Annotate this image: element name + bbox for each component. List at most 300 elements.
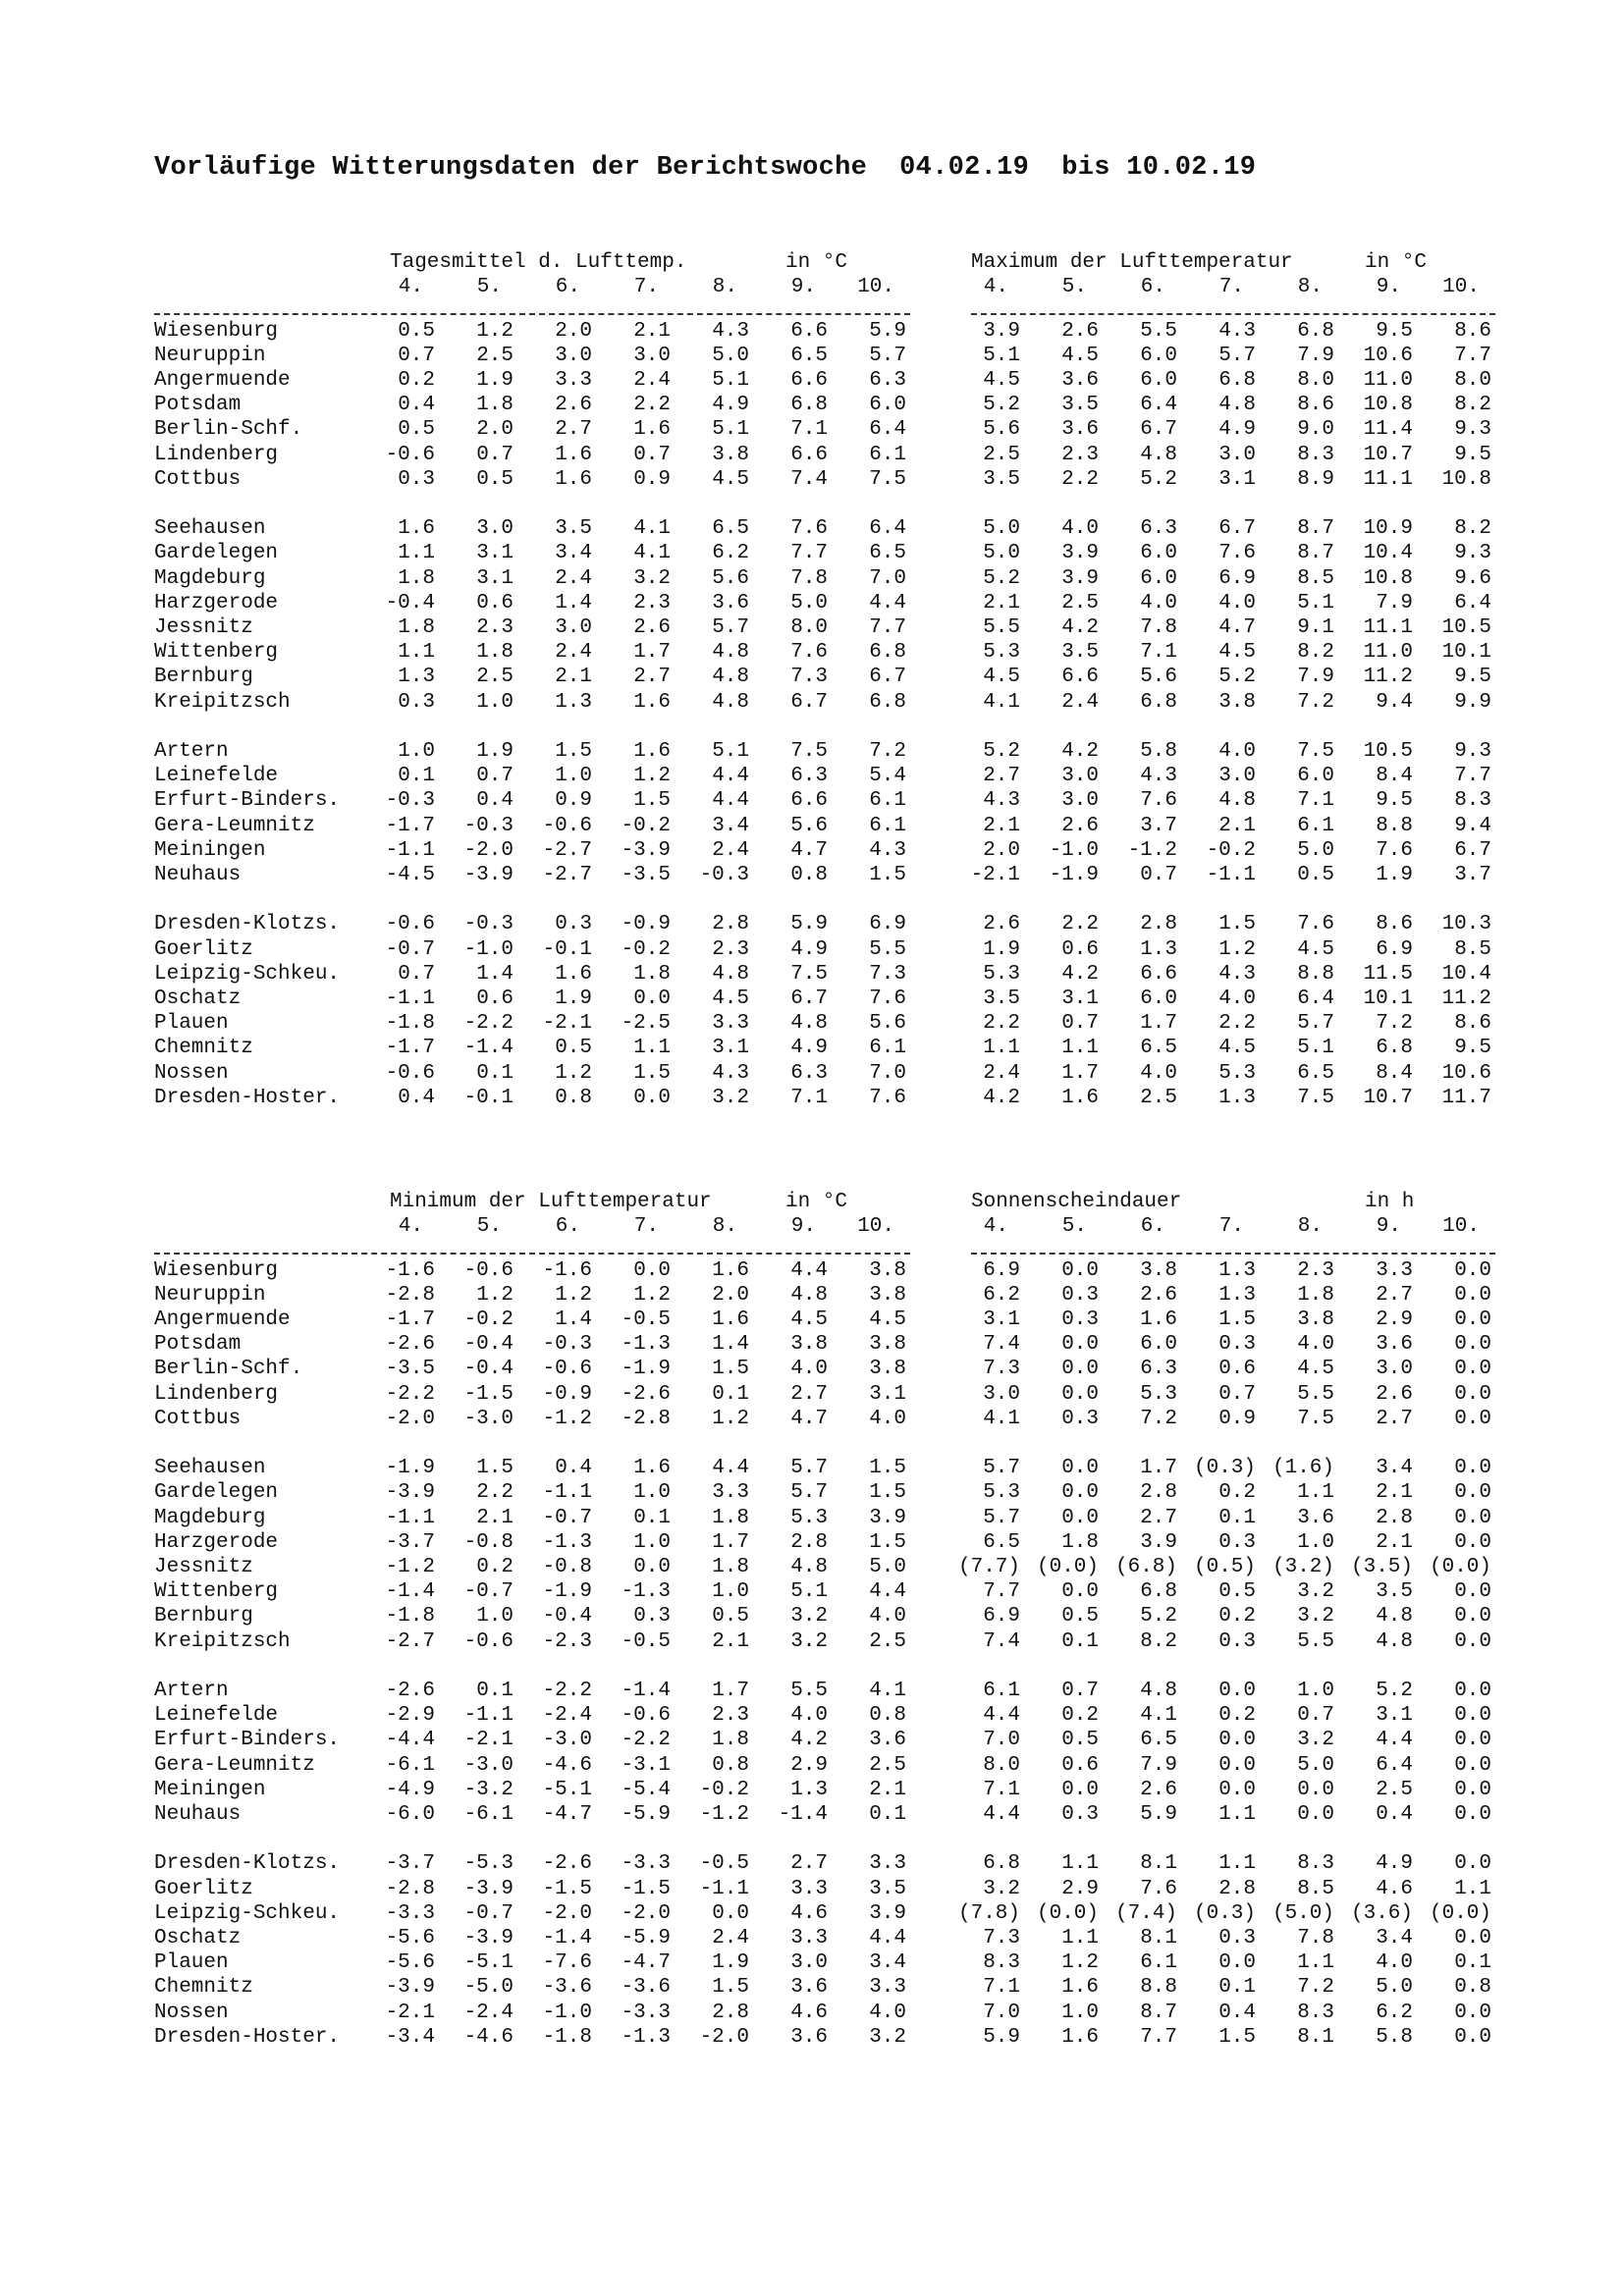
station-name: Goerlitz [154,1877,253,1900]
value-cell: 7.5 [1297,1407,1334,1430]
value-cell: 7.6 [1376,838,1413,862]
value-cell: 0.0 [1454,1927,1491,1949]
value-cell: 6.3 [1140,1358,1177,1381]
value-cell: 2.6 [1140,1283,1177,1307]
station-name: Gardelegen [154,1481,279,1505]
value-cell: -1.1 [385,1506,435,1529]
value-cell: 5.7 [869,344,906,367]
value-cell: 0.3 [1061,1283,1099,1307]
value-cell: 7.4 [983,1629,1020,1653]
value-cell: 5.3 [983,962,1020,986]
value-cell: 3.2 [1297,1580,1334,1604]
value-cell: -1.1 [385,988,435,1010]
value-cell: -1.7 [385,814,435,837]
value-cell: 2.6 [1376,1382,1413,1406]
value-cell: 8.6 [1297,394,1334,417]
value-cell: 4.5 [1218,641,1256,665]
value-cell: 2.6 [1140,1778,1177,1801]
separator-line [154,313,910,315]
station-name: Cottbus [154,467,242,491]
value-cell: 6.8 [1140,1580,1177,1604]
value-cell: 0.4 [398,394,435,417]
value-cell: 7.6 [790,517,828,541]
value-cell: 1.6 [712,1258,749,1282]
value-cell: 4.2 [1061,740,1099,763]
value-cell: 2.1 [1218,814,1256,837]
value-cell: 6.8 [869,690,906,714]
value-cell: 4.8 [712,962,749,986]
value-cell: 5.0 [983,517,1020,541]
value-cell: 3.1 [983,1308,1020,1331]
right-section-unit: in h [1365,1191,1415,1213]
value-cell: -3.7 [385,1530,435,1554]
value-cell: 7.5 [790,740,828,763]
value-cell: (0.0) [1429,1556,1491,1578]
value-cell: 2.4 [712,1927,749,1949]
value-cell: 4.4 [712,789,749,813]
title-date-to: 10.02.19 [1126,153,1257,183]
value-cell: -2.8 [621,1407,671,1430]
value-cell: 3.4 [1376,1457,1413,1480]
value-cell: (7.4) [1114,1901,1177,1925]
value-cell: 3.7 [1140,814,1177,837]
value-cell: -2.2 [385,1382,435,1406]
value-cell: 2.9 [1376,1308,1413,1331]
value-cell: 7.3 [869,962,906,986]
value-cell: 2.4 [555,641,592,665]
value-cell: 3.9 [1061,566,1099,590]
value-cell: 5.5 [1140,319,1177,343]
value-cell: 4.9 [1218,418,1256,442]
station-name: Magdeburg [154,1506,266,1529]
value-cell: 1.1 [1454,1877,1491,1900]
value-cell: -2.6 [385,1333,435,1357]
value-cell: 3.0 [1061,765,1099,788]
value-cell: 1.8 [712,1729,749,1752]
value-cell: 0.1 [633,1506,671,1529]
value-cell: 2.2 [476,1481,514,1505]
value-cell: 8.0 [1297,369,1334,392]
value-cell: 6.4 [1454,591,1491,614]
value-cell: 2.8 [1140,913,1177,936]
value-cell: 0.9 [555,789,592,813]
value-cell: -0.1 [542,937,592,961]
value-cell: -3.4 [385,2025,435,2049]
value-cell: 6.0 [1140,542,1177,565]
value-cell: 1.5 [1218,1308,1256,1331]
value-cell: 1.1 [1061,1852,1099,1876]
value-cell: 2.8 [1140,1481,1177,1505]
value-cell: 0.0 [1454,1283,1491,1307]
value-cell: 1.0 [712,1580,749,1604]
day-header: 7. [633,1215,659,1239]
value-cell: 10.1 [1363,988,1413,1010]
value-cell: 7.8 [1140,616,1177,639]
value-cell: 11.5 [1363,962,1413,986]
value-cell: 4.1 [983,1407,1020,1430]
value-cell: 0.1 [398,765,435,788]
value-cell: 8.1 [1140,1852,1177,1876]
separator-line [154,1253,910,1255]
value-cell: 0.0 [633,1556,671,1578]
value-cell: 5.5 [1297,1382,1334,1406]
day-header: 6. [555,276,580,299]
value-cell: 6.2 [983,1283,1020,1307]
value-cell: 11.0 [1363,641,1413,665]
value-cell: 8.2 [1297,641,1334,665]
title-prefix: Vorläufige Witterungsdaten der Berichtswoche [154,153,868,183]
value-cell: -1.5 [463,1382,514,1406]
value-cell: 4.3 [712,1061,749,1085]
value-cell: 5.3 [983,1481,1020,1505]
value-cell: 8.6 [1454,1012,1491,1036]
value-cell: 5.6 [712,566,749,590]
value-cell: 2.6 [1061,319,1099,343]
value-cell: 0.7 [1061,1680,1099,1702]
value-cell: 4.8 [790,1012,828,1036]
station-name: Dresden-Klotzs. [154,913,341,936]
value-cell: -1.0 [463,937,514,961]
value-cell: 0.8 [790,864,828,886]
value-cell: -1.1 [699,1877,749,1900]
station-name: Goerlitz [154,937,253,961]
value-cell: 0.3 [1218,1530,1256,1554]
value-cell: 1.6 [633,690,671,714]
value-cell: 11.0 [1363,369,1413,392]
value-cell: 0.0 [1218,1729,1256,1752]
value-cell: 3.2 [633,566,671,590]
value-cell: 6.9 [1218,566,1256,590]
value-cell: 2.5 [476,666,514,689]
value-cell: 6.4 [1140,394,1177,417]
value-cell: 3.3 [869,1976,906,2000]
station-name: Dresden-Hoster. [154,2025,341,2049]
value-cell: 9.5 [1454,443,1491,466]
value-cell: 6.3 [790,1061,828,1085]
value-cell: 5.8 [1376,2025,1413,2049]
value-cell: -6.1 [463,1803,514,1826]
value-cell: 5.9 [1140,1803,1177,1826]
value-cell: 2.1 [555,666,592,689]
value-cell: -2.7 [385,1629,435,1653]
value-cell: 8.7 [1140,2001,1177,2024]
station-name: Jessnitz [154,1556,253,1578]
value-cell: -1.3 [621,1333,671,1357]
value-cell: 0.0 [1061,1580,1099,1604]
value-cell: 5.1 [1297,1037,1334,1060]
value-cell: 9.5 [1454,666,1491,689]
value-cell: 5.5 [790,1680,828,1702]
value-cell: 1.8 [633,962,671,986]
value-cell: 6.1 [983,1680,1020,1702]
station-name: Chemnitz [154,1976,253,2000]
value-cell: 1.2 [1061,1951,1099,1975]
value-cell: 7.2 [1297,690,1334,714]
station-name: Dresden-Hoster. [154,1086,341,1109]
station-name: Nossen [154,1061,229,1085]
value-cell: 3.8 [869,1333,906,1357]
value-cell: 2.2 [1218,1012,1256,1036]
value-cell: -1.0 [542,2001,592,2024]
value-cell: 4.8 [1140,1680,1177,1702]
value-cell: 0.8 [555,1086,592,1109]
value-cell: -1.1 [1206,864,1256,886]
value-cell: 1.0 [1061,2001,1099,2024]
value-cell: 0.3 [633,1605,671,1629]
value-cell: 6.0 [1297,765,1334,788]
value-cell: 2.7 [1376,1407,1413,1430]
value-cell: -0.2 [621,937,671,961]
value-cell: 6.6 [1061,666,1099,689]
value-cell: 6.8 [1297,319,1334,343]
value-cell: 0.0 [1454,1704,1491,1728]
value-cell: -3.9 [385,1481,435,1505]
value-cell: 0.5 [555,1037,592,1060]
right-section-title: Maximum der Lufttemperatur [971,251,1293,274]
value-cell: (7.7) [957,1556,1020,1578]
value-cell: 0.2 [398,369,435,392]
value-cell: -0.7 [463,1901,514,1925]
value-cell: 6.5 [1297,1061,1334,1085]
value-cell: 3.3 [555,369,592,392]
value-cell: 7.1 [1140,641,1177,665]
value-cell: -1.8 [385,1012,435,1036]
value-cell: 7.3 [983,1358,1020,1381]
value-cell: 4.8 [712,641,749,665]
station-name: Gera-Leumnitz [154,814,315,837]
value-cell: 2.3 [1061,443,1099,466]
value-cell: 5.2 [1140,467,1177,491]
value-cell: -2.0 [463,838,514,862]
value-cell: 1.5 [869,1481,906,1505]
value-cell: 0.0 [1454,1358,1491,1381]
value-cell: 3.6 [1061,418,1099,442]
value-cell: 6.0 [1140,344,1177,367]
value-cell: 3.9 [1061,542,1099,565]
value-cell: 1.5 [555,740,592,763]
value-cell: 0.2 [1218,1704,1256,1728]
value-cell: 1.1 [1297,1951,1334,1975]
day-header: 7. [1218,276,1244,299]
value-cell: 3.5 [1376,1580,1413,1604]
value-cell: 2.2 [1061,467,1099,491]
value-cell: 6.7 [1140,418,1177,442]
value-cell: 7.7 [869,616,906,639]
value-cell: 0.0 [1454,1605,1491,1629]
value-cell: 4.5 [983,666,1020,689]
value-cell: 0.7 [476,765,514,788]
value-cell: 2.1 [983,591,1020,614]
value-cell: 1.1 [398,542,435,565]
value-cell: -0.2 [1206,838,1256,862]
value-cell: 0.0 [1061,1333,1099,1357]
value-cell: 1.9 [555,988,592,1010]
value-cell: 0.7 [398,344,435,367]
value-cell: 4.7 [790,1407,828,1430]
value-cell: 0.0 [1454,1753,1491,1777]
value-cell: 1.5 [712,1358,749,1381]
value-cell: 5.7 [712,616,749,639]
value-cell: 2.8 [712,2001,749,2024]
value-cell: 8.3 [983,1951,1020,1975]
day-header: 5. [476,1215,502,1239]
value-cell: 4.4 [790,1258,828,1282]
station-name: Bernburg [154,666,253,689]
value-cell: 7.7 [1454,344,1491,367]
value-cell: -3.9 [385,1976,435,2000]
value-cell: 5.0 [1297,838,1334,862]
value-cell: 4.1 [633,517,671,541]
value-cell: 0.0 [1061,1457,1099,1480]
value-cell: 0.6 [1061,937,1099,961]
value-cell: 1.2 [555,1283,592,1307]
value-cell: 2.7 [790,1382,828,1406]
value-cell: 0.1 [1454,1951,1491,1975]
value-cell: -5.9 [621,1927,671,1949]
value-cell: 3.9 [983,319,1020,343]
value-cell: 3.3 [712,1012,749,1036]
value-cell: 0.1 [476,1680,514,1702]
value-cell: 1.3 [790,1778,828,1801]
value-cell: 8.4 [1376,1061,1413,1085]
value-cell: -0.5 [621,1308,671,1331]
value-cell: 8.7 [1297,542,1334,565]
value-cell: -3.6 [542,1976,592,2000]
value-cell: 3.1 [1218,467,1256,491]
value-cell: 5.6 [790,814,828,837]
value-cell: -5.6 [385,1951,435,1975]
value-cell: 1.3 [1218,1258,1256,1282]
value-cell: 7.6 [790,641,828,665]
value-cell: 1.8 [712,1556,749,1578]
value-cell: -7.6 [542,1951,592,1975]
value-cell: 1.1 [633,1037,671,1060]
value-cell: 6.4 [869,418,906,442]
value-cell: 8.0 [790,616,828,639]
station-name: Berlin-Schf. [154,418,303,442]
value-cell: -3.1 [621,1753,671,1777]
day-header: 4. [398,1215,423,1239]
value-cell: 0.3 [1218,1927,1256,1949]
value-cell: 6.5 [1140,1729,1177,1752]
value-cell: 6.0 [1140,369,1177,392]
value-cell: -3.9 [463,1927,514,1949]
value-cell: 1.1 [983,1037,1020,1060]
value-cell: -1.3 [542,1530,592,1554]
value-cell: 0.4 [1218,2001,1256,2024]
value-cell: 7.6 [1140,1877,1177,1900]
value-cell: 2.5 [1376,1778,1413,1801]
value-cell: 1.5 [869,1530,906,1554]
value-cell: 3.5 [555,517,592,541]
value-cell: -0.6 [542,1358,592,1381]
value-cell: 5.5 [983,616,1020,639]
value-cell: -0.3 [699,864,749,886]
value-cell: 4.8 [712,666,749,689]
value-cell: -5.1 [463,1951,514,1975]
value-cell: 8.1 [1140,1927,1177,1949]
value-cell: -0.6 [463,1258,514,1282]
value-cell: 4.9 [712,394,749,417]
value-cell: 5.0 [712,344,749,367]
value-cell: 1.9 [1376,864,1413,886]
value-cell: 5.7 [1218,344,1256,367]
value-cell: -3.0 [463,1407,514,1430]
value-cell: 5.0 [869,1556,906,1578]
station-name: Erfurt-Binders. [154,1729,341,1752]
value-cell: (3.5) [1350,1556,1413,1578]
value-cell: 1.8 [476,641,514,665]
value-cell: -0.6 [385,1061,435,1085]
value-cell: -2.1 [970,864,1020,886]
value-cell: 8.7 [1297,517,1334,541]
value-cell: 8.8 [1140,1976,1177,2000]
value-cell: -2.8 [385,1877,435,1900]
value-cell: 2.3 [1297,1258,1334,1282]
value-cell: 6.8 [790,394,828,417]
value-cell: 7.4 [983,1333,1020,1357]
value-cell: 8.3 [1454,789,1491,813]
value-cell: 2.8 [790,1530,828,1554]
value-cell: 0.9 [633,467,671,491]
value-cell: 6.6 [790,443,828,466]
value-cell: 1.5 [712,1976,749,2000]
value-cell: 6.0 [869,394,906,417]
value-cell: 4.0 [869,1407,906,1430]
value-cell: 1.2 [555,1061,592,1085]
value-cell: 7.1 [790,1086,828,1109]
value-cell: 0.0 [1061,1358,1099,1381]
value-cell: 4.7 [790,838,828,862]
value-cell: 3.4 [712,814,749,837]
value-cell: 2.5 [869,1753,906,1777]
value-cell: 9.9 [1454,690,1491,714]
value-cell: 1.2 [476,1283,514,1307]
value-cell: 5.6 [869,1012,906,1036]
value-cell: -0.2 [463,1308,514,1331]
value-cell: 0.0 [1454,1481,1491,1505]
value-cell: 3.1 [1376,1704,1413,1728]
station-name: Wittenberg [154,1580,279,1604]
value-cell: 5.7 [1297,1012,1334,1036]
value-cell: 0.5 [1297,864,1334,886]
value-cell: 1.1 [1061,1037,1099,1060]
value-cell: 5.2 [1376,1680,1413,1702]
value-cell: 1.6 [555,467,592,491]
left-section-unit: in °C [785,1191,848,1213]
value-cell: 6.6 [790,369,828,392]
value-cell: 10.8 [1363,566,1413,590]
value-cell: 3.3 [790,1877,828,1900]
value-cell: 3.2 [790,1629,828,1653]
value-cell: 3.6 [1061,369,1099,392]
station-name: Chemnitz [154,1037,253,1060]
value-cell: 0.8 [869,1704,906,1728]
value-cell: 10.7 [1363,443,1413,466]
value-cell: 2.1 [869,1778,906,1801]
value-cell: 6.8 [1218,369,1256,392]
station-name: Wiesenburg [154,319,279,343]
value-cell: 3.1 [476,542,514,565]
value-cell: 0.0 [1218,1951,1256,1975]
value-cell: 0.3 [555,913,592,936]
value-cell: 0.3 [1061,1803,1099,1826]
value-cell: 3.0 [1218,765,1256,788]
value-cell: 0.5 [398,418,435,442]
day-header: 8. [1297,1215,1323,1239]
value-cell: 6.5 [869,542,906,565]
value-cell: 0.0 [1454,1803,1491,1826]
